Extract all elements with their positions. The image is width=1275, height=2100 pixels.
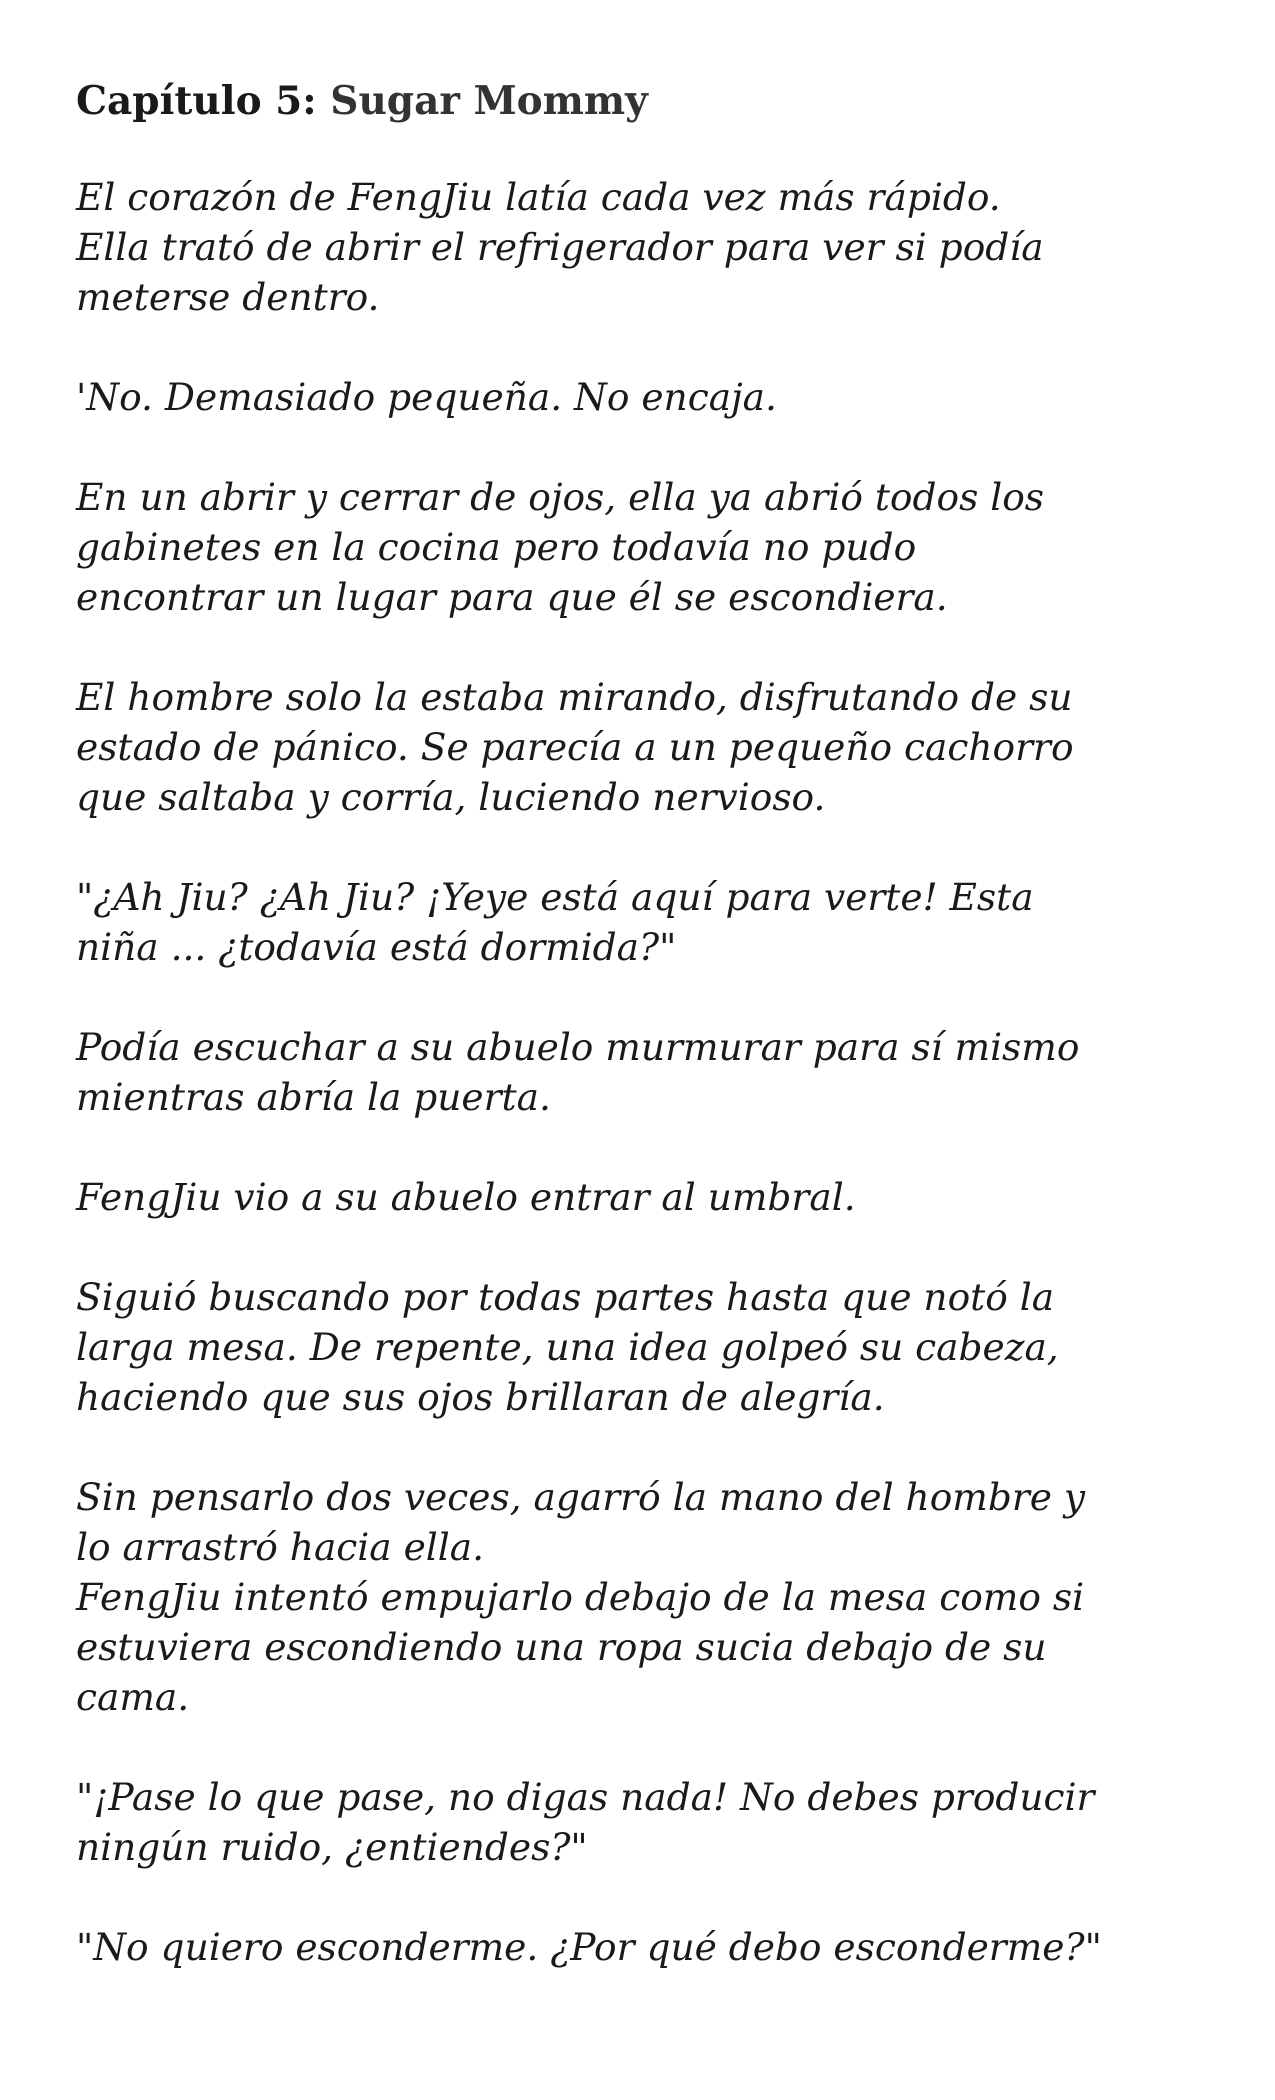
- text-line: FengJiu vio a su abuelo entrar al umbral.: [76, 1175, 856, 1219]
- text-line: "No quiero esconderme. ¿Por qué debo esconderme?": [76, 1925, 1102, 1969]
- text-line: "¿Ah Jiu? ¿Ah Jiu? ¡Yeye está aquí para verte! Esta: [76, 875, 1034, 919]
- paragraph: [76, 172, 1236, 322]
- text-line: haciendo que sus ojos brillaran de alegría.: [76, 1375, 885, 1419]
- paragraph: [76, 1922, 1236, 1972]
- text-line: FengJiu intentó empujarlo debajo de la mesa como si: [76, 1575, 1085, 1619]
- text-line: Podía escuchar a su abuelo murmurar para sí mismo: [76, 1025, 1080, 1069]
- paragraph: [76, 472, 1236, 622]
- text-line: meterse dentro.: [76, 275, 380, 319]
- text-line: niña ... ¿todavía está dormida?": [76, 925, 677, 969]
- paragraph: [76, 1472, 1236, 1722]
- text-line: Siguió buscando por todas partes hasta que notó la: [76, 1275, 1055, 1319]
- paragraph: [76, 1172, 1236, 1222]
- text-line: En un abrir y cerrar de ojos, ella ya abrió todos los: [76, 475, 1045, 519]
- document-page: [76, 72, 1236, 2022]
- text-line: larga mesa. De repente, una idea golpeó su cabeza,: [76, 1325, 1059, 1369]
- text-line: gabinetes en la cocina pero todavía no pudo: [76, 525, 917, 569]
- text-line: El corazón de FengJiu latía cada vez más rápido.: [76, 175, 1001, 219]
- text-line: El hombre solo la estaba mirando, disfrutando de su: [76, 675, 1073, 719]
- text-line: cama.: [76, 1675, 190, 1719]
- text-line: ningún ruido, ¿entiendes?": [76, 1825, 588, 1869]
- paragraph: [76, 372, 1236, 422]
- chapter-name: Sugar Mommy: [330, 78, 648, 124]
- text-line: mientras abría la puerta.: [76, 1075, 551, 1119]
- text-line: Sin pensarlo dos veces, agarró la mano del hombre y: [76, 1475, 1086, 1519]
- paragraph: [76, 872, 1236, 972]
- text-line: "¡Pase lo que pase, no digas nada! No debes producir: [76, 1775, 1095, 1819]
- paragraph: [76, 672, 1236, 822]
- paragraph: [76, 1272, 1236, 1422]
- text-line: estuviera escondiendo una ropa sucia debajo de su: [76, 1625, 1047, 1669]
- text-line: Ella trató de abrir el refrigerador para ver si podía: [76, 225, 1044, 269]
- text-line: 'No. Demasiado pequeña. No encaja.: [76, 375, 777, 419]
- text-line: que saltaba y corría, luciendo nervioso.: [76, 775, 826, 819]
- paragraph: [76, 1022, 1236, 1122]
- text-line: lo arrastró hacia ella.: [76, 1525, 485, 1569]
- chapter-label: Capítulo 5:: [76, 78, 317, 124]
- chapter-body: [76, 172, 1236, 1972]
- paragraph: [76, 1772, 1236, 1872]
- chapter-title: [76, 72, 1236, 130]
- text-line: encontrar un lugar para que él se escondiera.: [76, 575, 948, 619]
- text-line: estado de pánico. Se parecía a un pequeño cachorro: [76, 725, 1074, 769]
